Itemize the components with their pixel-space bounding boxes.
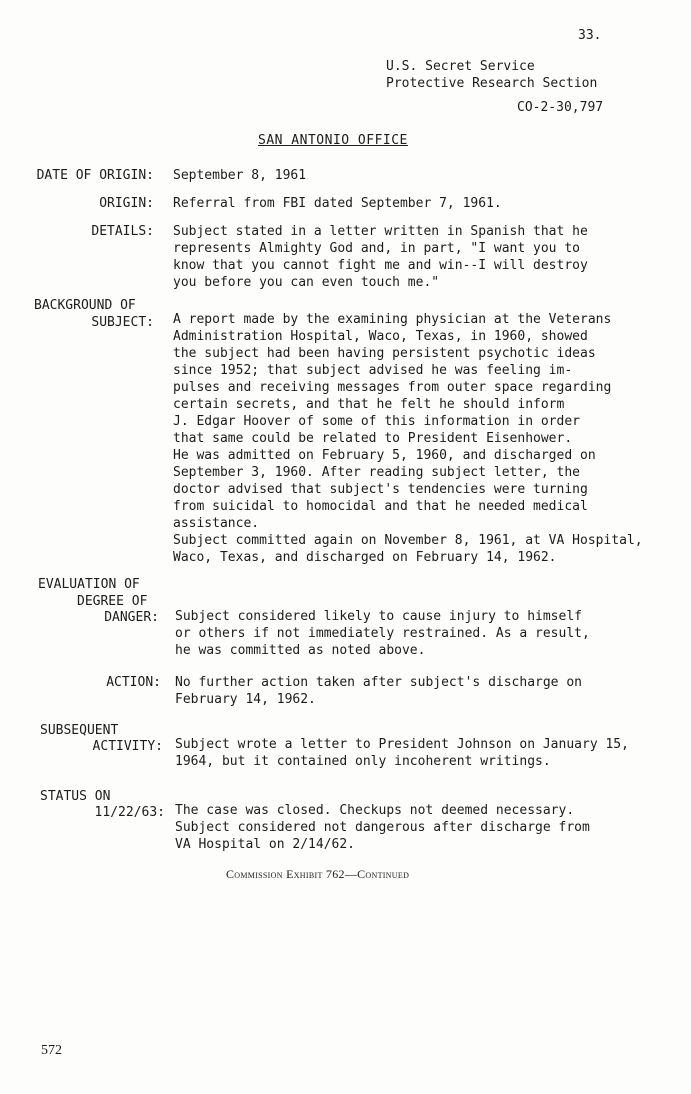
page-number-bottom: 572 bbox=[41, 1043, 62, 1058]
origin-label: ORIGIN: bbox=[99, 196, 154, 211]
subsequent-label-2: ACTIVITY: bbox=[92, 739, 163, 754]
background-label-1: BACKGROUND OF bbox=[34, 298, 136, 313]
background-line: Subject committed again on November 8, 1961, at VA Hospital, bbox=[173, 533, 643, 548]
background-para-1 bbox=[173, 311, 663, 532]
background-line: Waco, Texas, and discharged on February 14, 1962. bbox=[173, 550, 557, 565]
evaluation-label-3: DANGER: bbox=[104, 610, 159, 625]
background-label-2: SUBJECT: bbox=[91, 315, 154, 330]
evaluation-line: Subject considered likely to cause injury to himself bbox=[175, 609, 582, 624]
background-line: Administration Hospital, Waco, Texas, in 1960, showed bbox=[173, 329, 588, 344]
background-line: from suicidal to homocidal and that he needed medical bbox=[173, 499, 588, 514]
evaluation-line: or others if not immediately restrained. As a result, bbox=[175, 626, 590, 641]
background-line: that same could be related to President Eisenhower. bbox=[173, 431, 573, 446]
details-text bbox=[173, 223, 663, 291]
background-line: pulses and receiving messages from outer space regarding bbox=[173, 380, 612, 395]
agency-header bbox=[386, 58, 597, 92]
status-label-1: STATUS ON bbox=[40, 789, 111, 804]
page-number-top: 33. bbox=[578, 28, 602, 43]
status-label-2: 11/22/63: bbox=[94, 805, 165, 820]
details-line: represents Almighty God and, in part, "I want you to bbox=[173, 241, 580, 256]
subsequent-line: 1964, but it contained only incoherent writings. bbox=[175, 754, 551, 769]
date-of-origin-value: September 8, 1961 bbox=[173, 168, 307, 183]
details-label: DETAILS: bbox=[91, 224, 154, 239]
subsequent-line: Subject wrote a letter to President Johnson on January 15, bbox=[175, 737, 629, 752]
background-line: A report made by the examining physician at the Veterans bbox=[173, 312, 612, 327]
origin-value: Referral from FBI dated September 7, 1961. bbox=[173, 196, 502, 211]
status-text bbox=[175, 802, 665, 853]
exhibit-caption: Commission Exhibit 762—Continued bbox=[226, 867, 410, 881]
background-line: J. Edgar Hoover of some of this information in order bbox=[173, 414, 580, 429]
background-line: doctor advised that subject's tendencies were turning bbox=[173, 482, 588, 497]
action-line: No further action taken after subject's discharge on bbox=[175, 675, 582, 690]
details-line: Subject stated in a letter written in Spanish that he bbox=[173, 224, 588, 239]
action-label: ACTION: bbox=[106, 675, 161, 690]
case-number: CO-2-30,797 bbox=[517, 100, 604, 115]
evaluation-label-1: EVALUATION OF bbox=[38, 577, 140, 592]
background-line: assistance. bbox=[173, 516, 260, 531]
details-line: know that you cannot fight me and win--I will destroy bbox=[173, 258, 588, 273]
status-line: VA Hospital on 2/14/62. bbox=[175, 837, 356, 852]
action-line: February 14, 1962. bbox=[175, 692, 316, 707]
subsequent-text bbox=[175, 736, 665, 770]
evaluation-line: he was committed as noted above. bbox=[175, 643, 426, 658]
status-line: Subject considered not dangerous after discharge from bbox=[175, 820, 590, 835]
action-text bbox=[175, 674, 665, 708]
subsequent-label-1: SUBSEQUENT bbox=[40, 723, 119, 738]
agency-line-2: Protective Research Section bbox=[386, 76, 598, 91]
background-line: certain secrets, and that he felt he should inform bbox=[173, 397, 565, 412]
status-line: The case was closed. Checkups not deemed necessary. bbox=[175, 803, 575, 818]
details-line: you before you can even touch me." bbox=[173, 275, 440, 290]
background-line: September 3, 1960. After reading subject letter, the bbox=[173, 465, 580, 480]
background-line: the subject had been having persistent psychotic ideas bbox=[173, 346, 596, 361]
background-line: since 1952; that subject advised he was feeling im- bbox=[173, 363, 573, 378]
office-title: SAN ANTONIO OFFICE bbox=[258, 133, 408, 148]
evaluation-text bbox=[175, 608, 665, 659]
date-of-origin-label: DATE OF ORIGIN: bbox=[36, 168, 154, 183]
background-line: He was admitted on February 5, 1960, and discharged on bbox=[173, 448, 596, 463]
agency-line-1: U.S. Secret Service bbox=[386, 59, 535, 74]
background-para-2 bbox=[173, 532, 663, 566]
evaluation-label-2: DEGREE OF bbox=[77, 594, 148, 609]
